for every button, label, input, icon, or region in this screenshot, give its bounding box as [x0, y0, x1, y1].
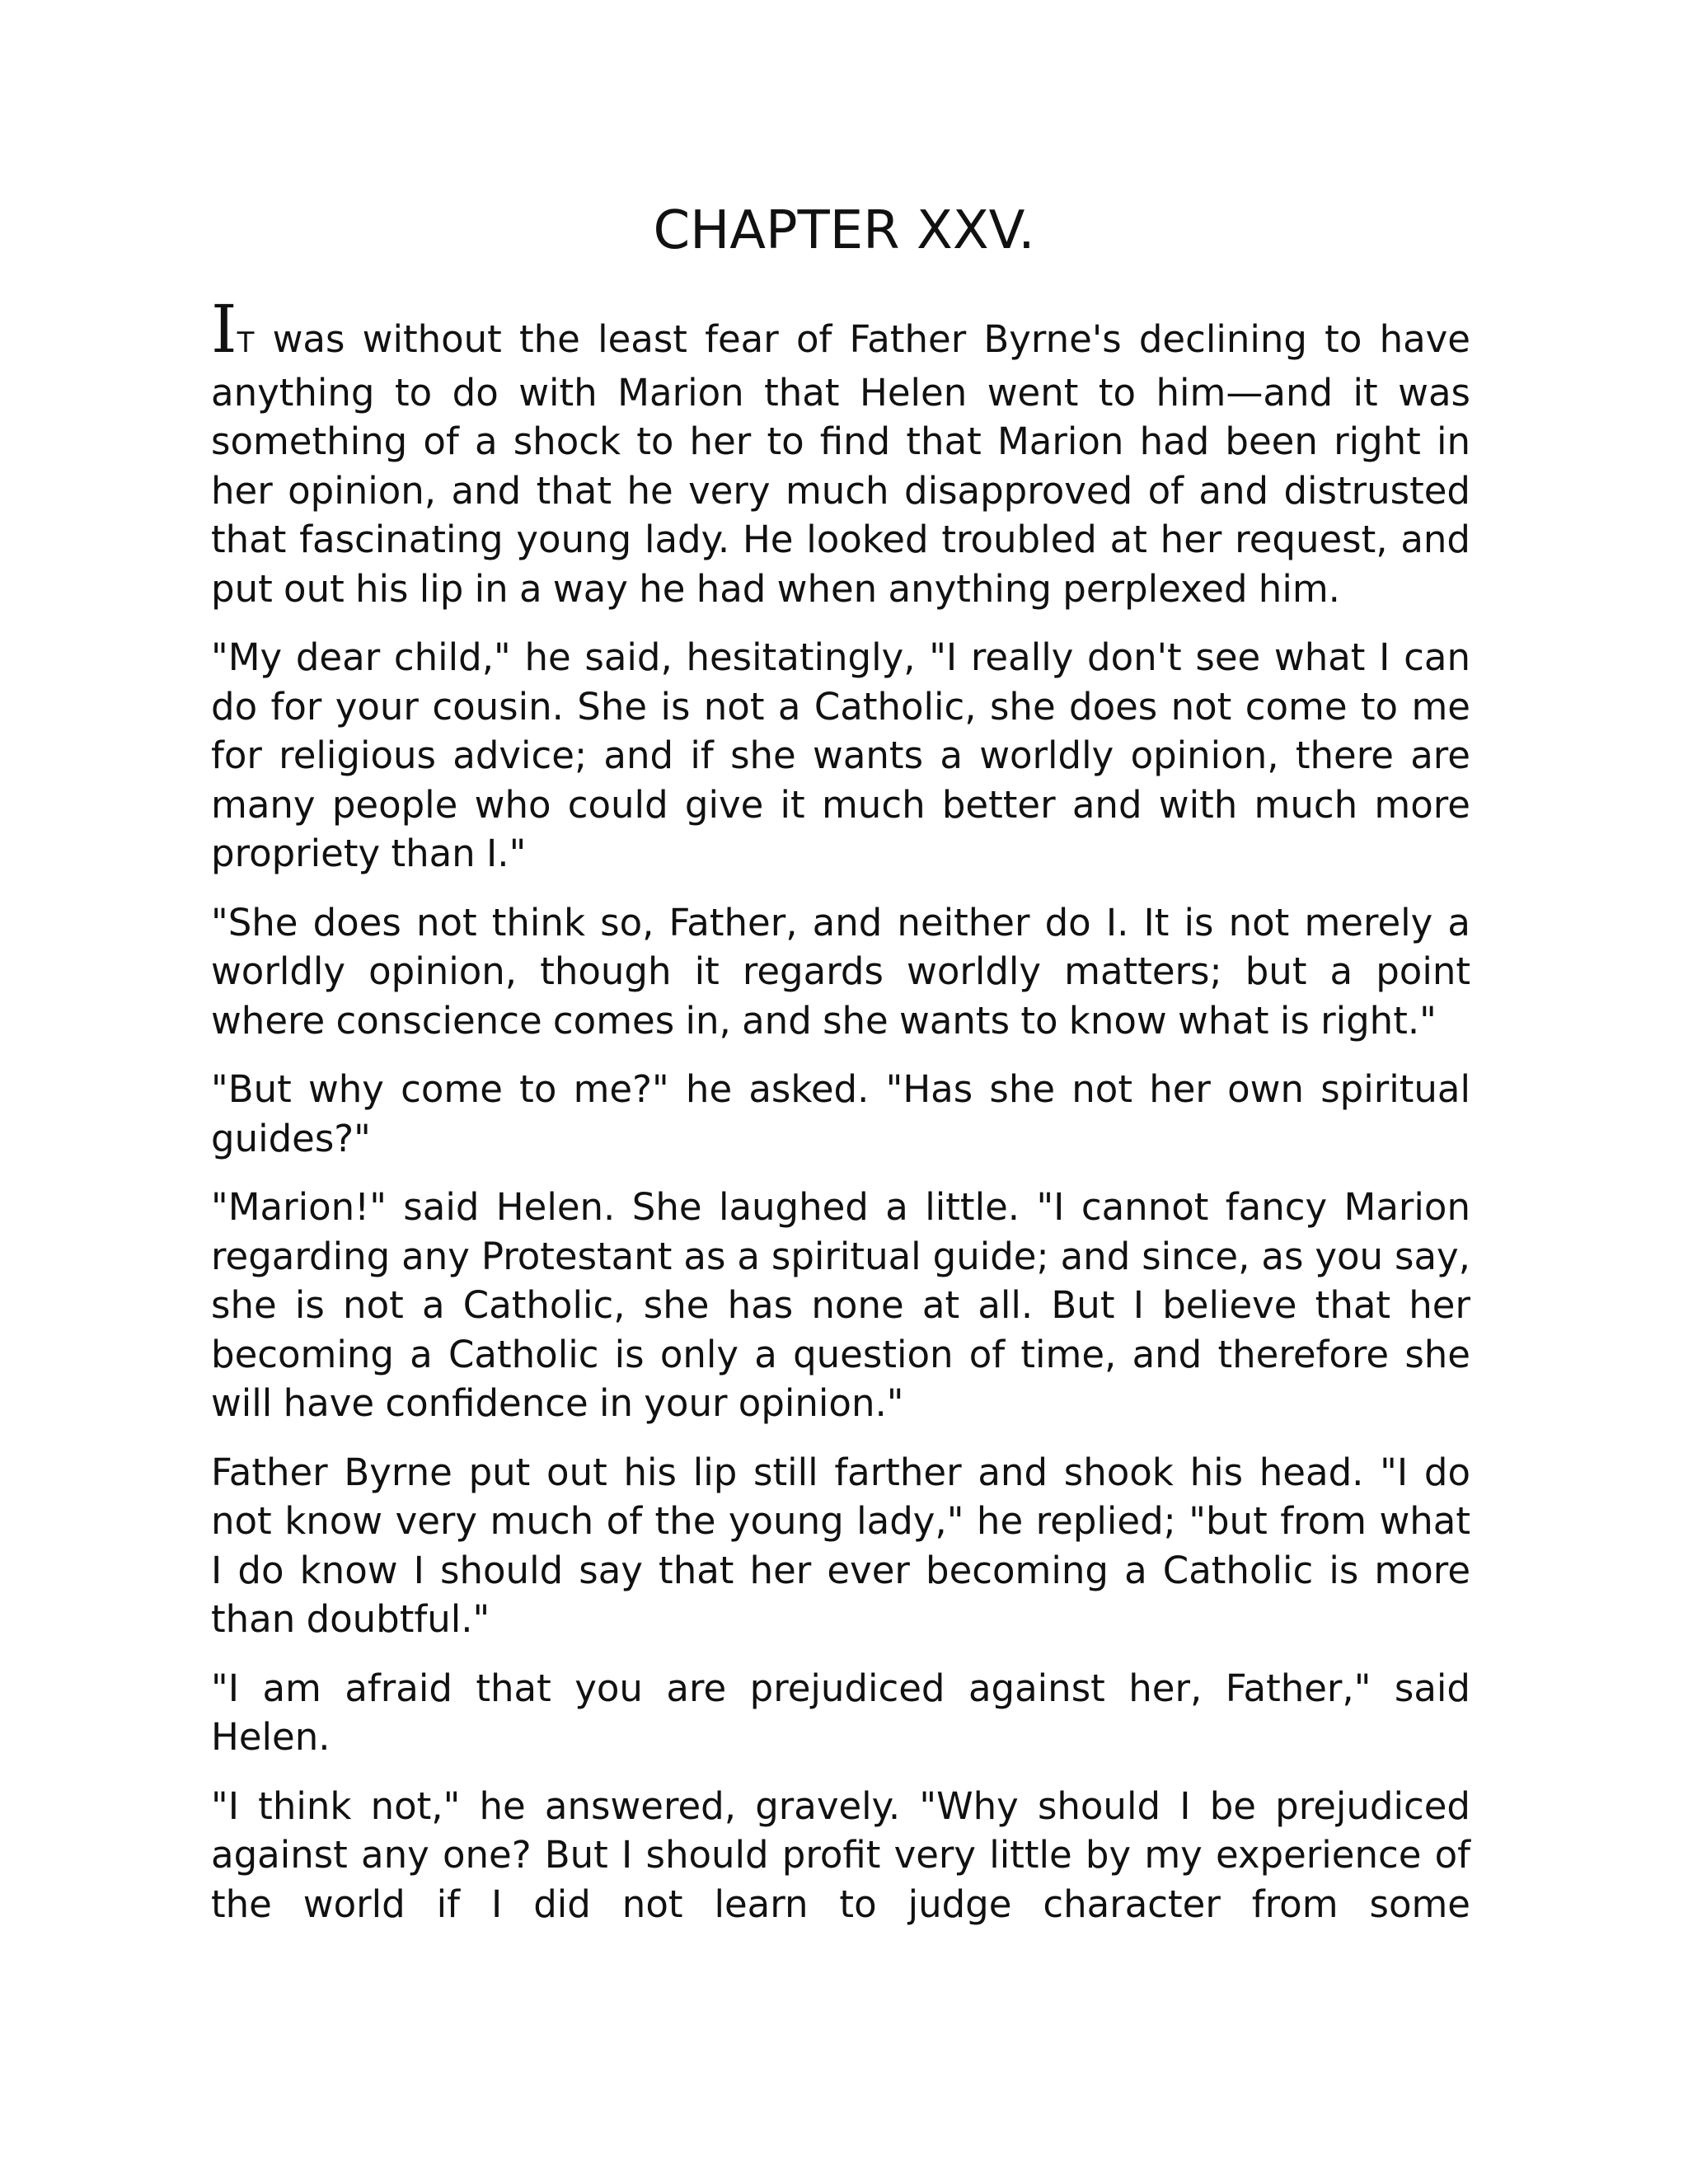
paragraph-4: "But why come to me?" he asked. "Has she not her own spiritual guides?": [211, 1067, 1470, 1160]
paragraph-7: "I am afraid that you are prejudiced against her, Father," said Helen.: [211, 1666, 1470, 1759]
paragraph-2: "My dear child," he said, hesitatingly, "I really don't see what I can do for your cousin. She is not a Catholic, she does not come to me for religious advice; and if she wants a worldly opinion, there are many people who could give it much better and with much more propriety than I.": [211, 635, 1470, 875]
paragraph-5: "Marion!" said Helen. She laughed a little. "I cannot fancy Marion regarding any Protestant as a spiritual guide; and since, as you say, she is not a Catholic, she has none at all. But I believe that her becoming a Catholic is only a question of time, and therefore she will have confidence in your opinion.": [211, 1185, 1470, 1425]
paragraph-3: "She does not think so, Father, and neither do I. It is not merely a worldly opinion, though it regards worldly matters; but a point where conscience comes in, and she wants to know what is right.": [211, 900, 1470, 1043]
paragraph-8: "I think not," he answered, gravely. "Why should I be prejudiced against any one? But I should profit very little by my experience of the world if I did not learn to judge character from some: [211, 1783, 1470, 1926]
drop-initial: I: [211, 291, 237, 368]
chapter-title: CHAPTER XXV.: [653, 200, 1035, 261]
paragraph-1: [211, 291, 1470, 613]
paragraph-6: Father Byrne put out his lip still farther and shook his head. "I do not know very much of the young lady," he replied; "but from what I do know I should say that her ever becoming a Catholic is more than doubtful.": [211, 1450, 1470, 1641]
initial-small-caps: T: [237, 326, 256, 359]
chapter-body: [211, 291, 1470, 1948]
paragraph-1-text: was without the least fear of Father Byrne's declining to have anything to do with Marion that Helen went to him—and it was something of a shock to her to find that Marion had been right in her opinion, and that he very much disapproved of and distrusted that fascinating young lady. He looked troubled at her request, and put out his lip in a way he had when anything perplexed him.: [211, 317, 1470, 611]
